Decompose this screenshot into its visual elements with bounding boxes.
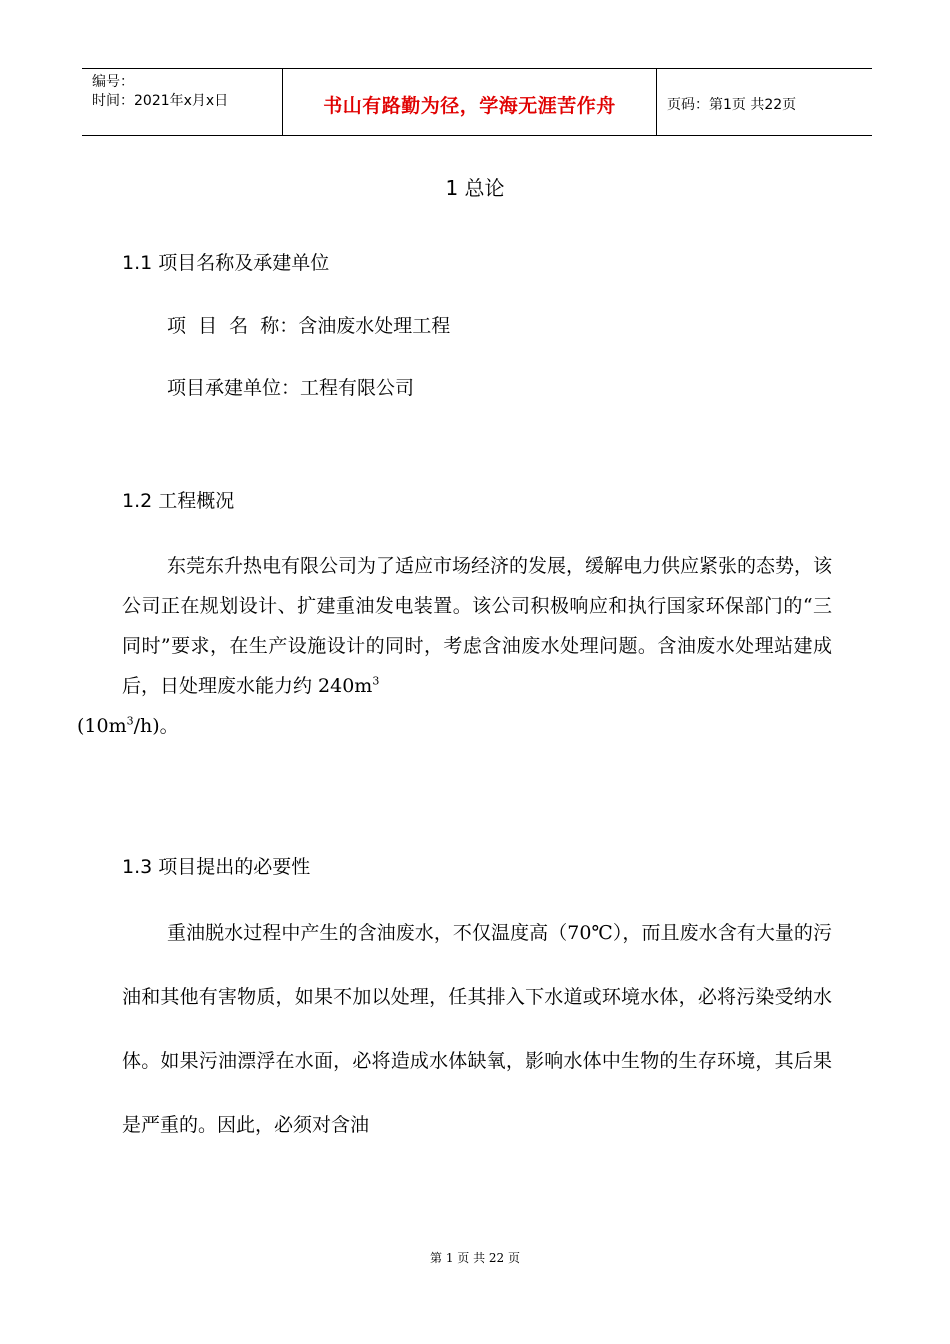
header-meta-cell <box>82 69 283 135</box>
header-table <box>82 68 872 136</box>
overview-tail-a: (10m <box>77 715 127 737</box>
overview-tail <box>77 715 179 737</box>
motto-text: 书山有路勤为径，学海无涯苦作舟 <box>323 94 616 117</box>
header-page-cell <box>657 69 872 135</box>
number-label: 编号： <box>92 74 134 90</box>
document-title: 1 总论 <box>445 176 505 200</box>
project-unit-value: 工程有限公司 <box>300 377 415 399</box>
project-unit-label: 项目承建单位： <box>167 377 301 399</box>
time-label: 时间：2021年x月x日 <box>92 93 229 109</box>
section-heading-1-1: 1.1 项目名称及承建单位 <box>122 252 330 274</box>
section-heading-1-2: 1.2 工程概况 <box>122 490 235 512</box>
necessity-text: 重油脱水过程中产生的含油废水，不仅温度高（70℃），而且废水含有大量的污油和其他有害物质，如果不加以处理，任其排入下水道或环境水体，必将污染受纳水体。如果污油漂浮在水面，必将造成水体缺氧，影响水体中生物的生存环境，其后果是严重的。因此，必须对含油 <box>122 922 832 1136</box>
superscript-3b: 3 <box>126 714 134 728</box>
overview-paragraph <box>77 546 833 746</box>
page-label: 页码：第1页 共22页 <box>667 97 797 113</box>
section-heading-1-3: 1.3 项目提出的必要性 <box>122 856 311 878</box>
header-motto-cell <box>283 69 657 135</box>
page-footer: 第 1 页 共 22 页 <box>430 1251 520 1265</box>
project-name-label: 项 目 名 称： <box>167 315 299 337</box>
superscript-3a: 3 <box>372 674 380 688</box>
project-name-line <box>167 311 450 338</box>
overview-text: 东莞东升热电有限公司为了适应市场经济的发展，缓解电力供应紧张的态势，该公司正在规划设计、扩建重油发电装置。该公司积极响应和执行国家环保部门的“三同时”要求，在生产设施设计的同时，考虑含油废水处理问题。含油废水处理站建成后，日处理废水能力约 240m <box>122 555 833 697</box>
project-unit-line <box>167 373 414 400</box>
overview-tail-b: /h)。 <box>133 715 179 737</box>
project-name-value: 含油废水处理工程 <box>298 315 451 337</box>
necessity-paragraph <box>122 901 832 1157</box>
